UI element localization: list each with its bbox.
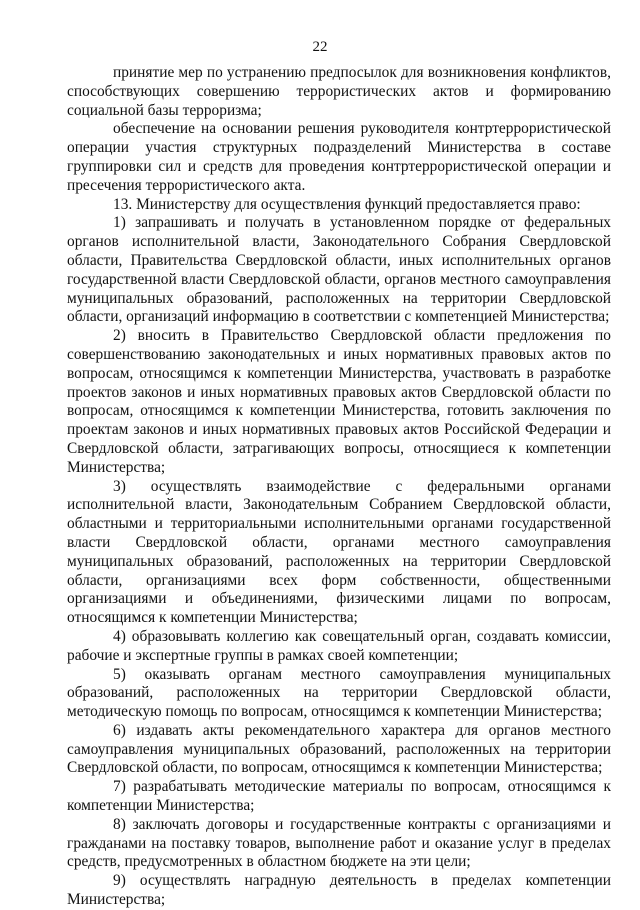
section-heading-rights: 13. Министерству для осуществления функций предоставляется право:: [113, 195, 581, 213]
paragraph-counterterrorism-operation: обеспечение на основании решения руководителя контртеррористической операции участия структурных подразделений Министерства в составе группировки сил и средств для проведения контртеррористической операции и пресечения террористического акта.: [67, 120, 611, 194]
document-body: [67, 64, 611, 910]
list-item-9: 9) осуществлять наградную деятельность в пределах компетенции Министерства;: [67, 872, 611, 909]
list-item-1: 1) запрашивать и получать в установленном порядке от федеральных органов исполнительной власти, Законодательного Собрания Свердловской области, Правительства Свердловской области, иных исполнительных органов государственной власти Свердловской области, органов местного самоуправления муниципальных образований, расположенных на территории Свердловской области, организаций информацию в соответствии с компетенцией Министерства;: [67, 214, 611, 326]
list-item-4: 4) образовывать коллегию как совещательный орган, создавать комиссии, рабочие и экспертные группы в рамках своей компетенции;: [67, 627, 611, 664]
list-item-6: 6) издавать акты рекомендательного характера для органов местного самоуправления муниципальных образований, расположенных на территории Свердловской области, по вопросам, относящимся к компетенции Министерства;: [67, 721, 611, 777]
list-item-5: 5) оказывать органам местного самоуправления муниципальных образований, расположенных на территории Свердловской области, методическую помощь по вопросам, относящимся к компетенции Министерства;: [67, 665, 611, 721]
paragraph-terrorism-prevention: принятие мер по устранению предпосылок для возникновения конфликтов, способствующих совершению террористических актов и формированию социальной базы терроризма;: [67, 64, 611, 119]
page-number: 22: [312, 39, 328, 55]
list-item-2: 2) вносить в Правительство Свердловской области предложения по совершенствованию законодательных и иных нормативных правовых актов по вопросам, относящимся к компетенции Министерства, участвовать в разработке проектов законов и иных нормативных правовых актов Свердловской области по вопросам, относящимся к компетенции Министерства, готовить заключения по проектам законов и иных нормативных правовых актов Российской Федерации и Свердловской области, затрагивающих вопросы, относящиеся к компетенции Министерства;: [67, 327, 611, 476]
list-item-3: 3) осуществлять взаимодействие с федеральными органами исполнительной власти, Законодательным Собранием Свердловской области, областными и территориальными исполнительными органами государственной власти Свердловской области, органами местного самоуправления муниципальных образований, расположенных на территории Свердловской области, организациями всех форм собственности, общественными организациями и объединениями, физическими лицами по вопросам, относящимся к компетенции Министерства;: [67, 477, 611, 627]
list-item-7: 7) разрабатывать методические материалы по вопросам, относящимся к компетенции Министерства;: [67, 778, 611, 815]
list-item-8: 8) заключать договоры и государственные контракты с организациями и гражданами на поставку товаров, выполнение работ и оказание услуг в пределах средств, предусмотренных в областном бюджете на эти цели;: [67, 815, 611, 871]
